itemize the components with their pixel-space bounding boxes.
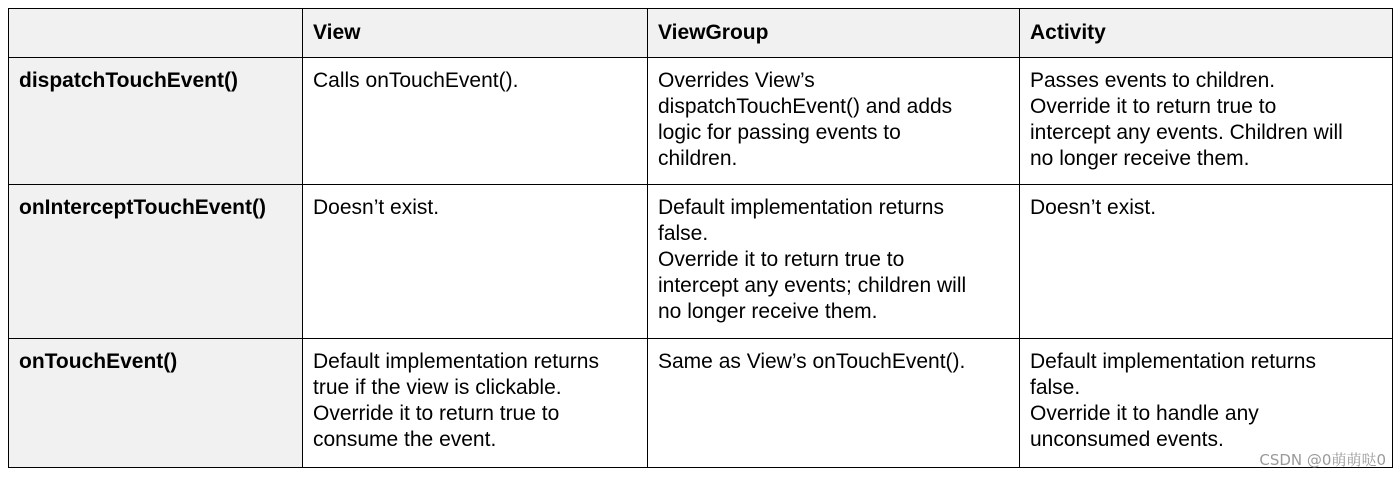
cell-viewgroup-intercept: Default implementation returns false. Override it to return true to intercept any events; children will no longer receive them. — [648, 185, 1020, 339]
cell-viewgroup-dispatch: Overrides View’s dispatchTouchEvent() and adds logic for passing events to children. — [648, 58, 1020, 185]
header-activity: Activity — [1020, 9, 1393, 58]
cell-activity-intercept: Doesn’t exist. — [1020, 185, 1393, 339]
touch-event-comparison-table — [8, 8, 1393, 468]
header-corner-cell — [9, 9, 303, 58]
cell-activity-dispatch: Passes events to children. Override it to return true to intercept any events. Children will no longer receive them. — [1020, 58, 1393, 185]
header-view: View — [303, 9, 648, 58]
watermark: CSDN @0萌萌哒0 — [1259, 451, 1386, 469]
cell-viewgroup-touch: Same as View’s onTouchEvent(). — [648, 339, 1020, 468]
cell-view-touch: Default implementation returns true if the view is clickable. Override it to return true to consume the event. — [303, 339, 648, 468]
table-row — [9, 185, 1393, 339]
table-row — [9, 339, 1393, 468]
table-header-row — [9, 9, 1393, 58]
cell-activity-touch: Default implementation returns false. Override it to handle any unconsumed events. — [1020, 339, 1393, 468]
table-row — [9, 58, 1393, 185]
header-viewgroup: ViewGroup — [648, 9, 1020, 58]
row-header-dispatch-touch-event: dispatchTouchEvent() — [9, 58, 303, 185]
row-header-on-touch-event: onTouchEvent() — [9, 339, 303, 468]
row-header-on-intercept-touch-event: onInterceptTouchEvent() — [9, 185, 303, 339]
cell-view-intercept: Doesn’t exist. — [303, 185, 648, 339]
cell-view-dispatch: Calls onTouchEvent(). — [303, 58, 648, 185]
